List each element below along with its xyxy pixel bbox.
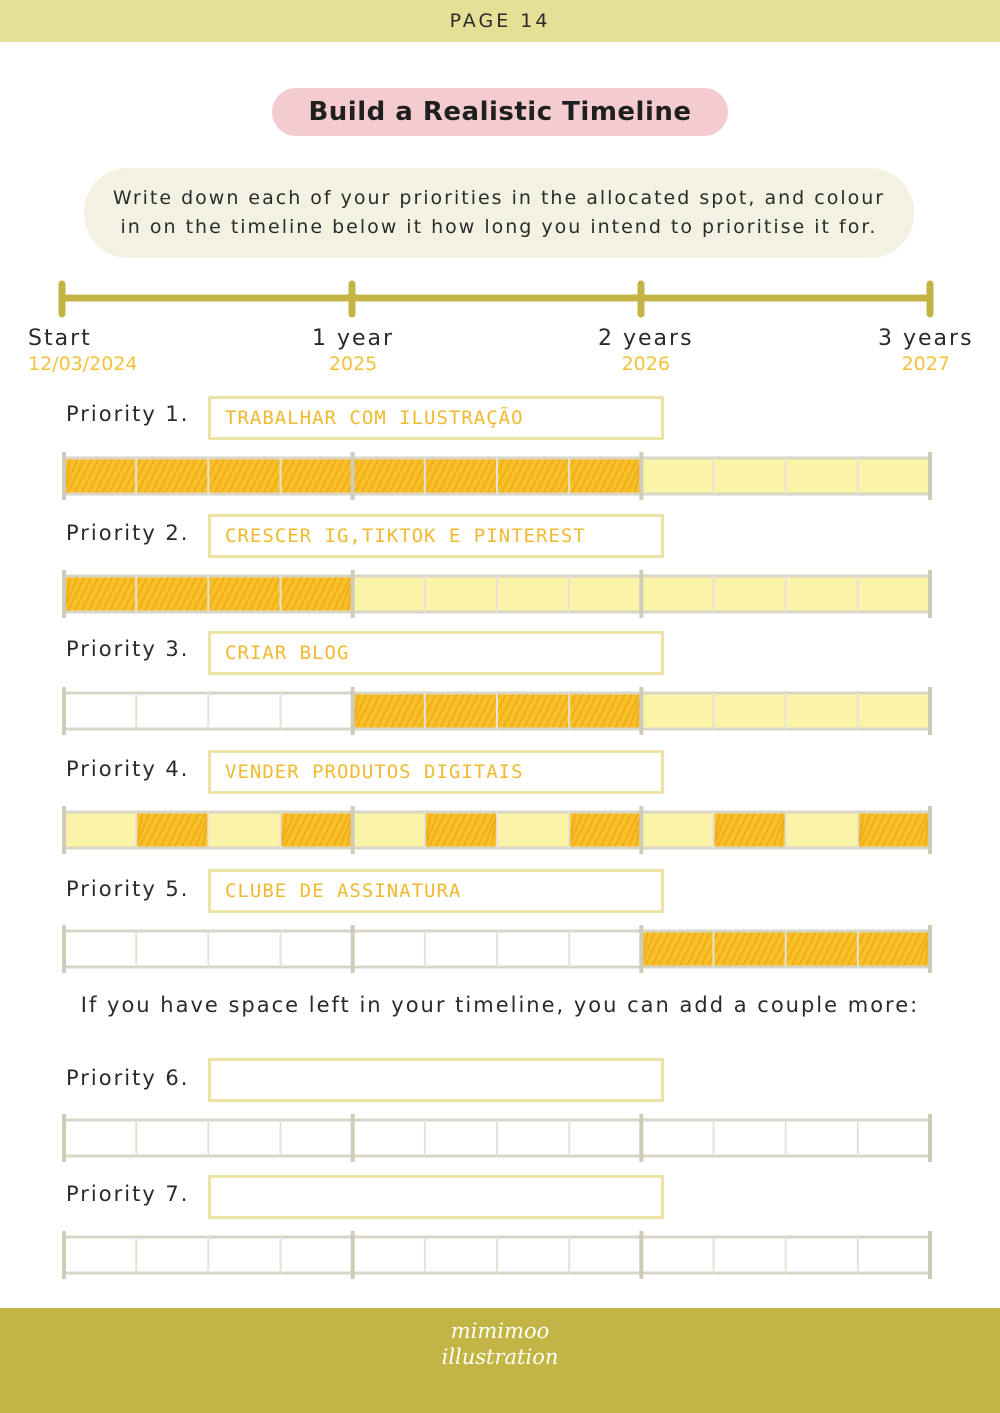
priority-6-label: Priority 6. <box>66 1066 190 1090</box>
instructions-box <box>84 168 914 258</box>
priority-3-timeline[interactable] <box>58 685 942 737</box>
brand-line-2: illustration <box>441 1345 559 1369</box>
priority-5-label: Priority 5. <box>66 877 190 901</box>
priority-1-timeline[interactable] <box>58 450 942 502</box>
priority-3-field[interactable] <box>208 631 664 675</box>
milestone-label: 3 years <box>878 326 974 351</box>
priority-2-field[interactable] <box>208 514 664 558</box>
milestone-year1 <box>312 326 394 375</box>
extra-space-note: If you have space left in your timeline, you can add a couple more: <box>80 993 920 1017</box>
priority-1-label: Priority 1. <box>66 402 190 426</box>
priority-3-value: CRIAR BLOG <box>225 642 350 664</box>
priority-6-timeline[interactable] <box>58 1112 942 1164</box>
milestone-label: 2 years <box>598 326 694 351</box>
priority-5-timeline[interactable] <box>58 923 942 975</box>
page-title: Build a Realistic Timeline <box>308 97 692 127</box>
milestone-start <box>28 326 138 375</box>
priority-7-timeline[interactable] <box>58 1229 942 1281</box>
priority-2-timeline[interactable] <box>58 568 942 620</box>
brand-logo <box>0 1318 1000 1370</box>
milestone-date: 2026 <box>621 353 670 375</box>
priority-1-field[interactable] <box>208 396 664 440</box>
priority-5-field[interactable] <box>208 869 664 913</box>
priority-4-label: Priority 4. <box>66 757 190 781</box>
milestone-year2 <box>598 326 694 375</box>
milestone-date: 2025 <box>328 353 378 375</box>
priority-4-field[interactable] <box>208 750 664 794</box>
page-number: PAGE 14 <box>449 10 551 32</box>
milestone-year3 <box>878 326 974 375</box>
instructions-text: Write down each of your priorities in the allocated spot, and colour in on the timeline below it how long you intend to prioritise it for. <box>112 187 886 238</box>
priority-2-label: Priority 2. <box>66 521 190 545</box>
priority-7-label: Priority 7. <box>66 1182 190 1206</box>
milestone-label: Start <box>28 326 92 351</box>
brand-line-1: mimimoo <box>450 1319 550 1343</box>
title-pill <box>272 88 728 136</box>
timeline-axis <box>0 270 1000 320</box>
milestone-label: 1 year <box>312 326 395 351</box>
milestone-date: 12/03/2024 <box>28 353 138 375</box>
priority-6-field[interactable] <box>208 1058 664 1102</box>
priority-4-value: VENDER PRODUTOS DIGITAIS <box>225 761 524 783</box>
priority-2-value: CRESCER IG,TIKTOK E PINTEREST <box>225 525 586 547</box>
priority-1-value: TRABALHAR COM ILUSTRAÇÃO <box>225 407 524 429</box>
milestone-date: 2027 <box>901 353 950 375</box>
priority-4-timeline[interactable] <box>58 804 942 856</box>
priority-5-value: CLUBE DE ASSINATURA <box>225 880 462 902</box>
priority-7-field[interactable] <box>208 1175 664 1219</box>
priority-3-label: Priority 3. <box>66 637 190 661</box>
